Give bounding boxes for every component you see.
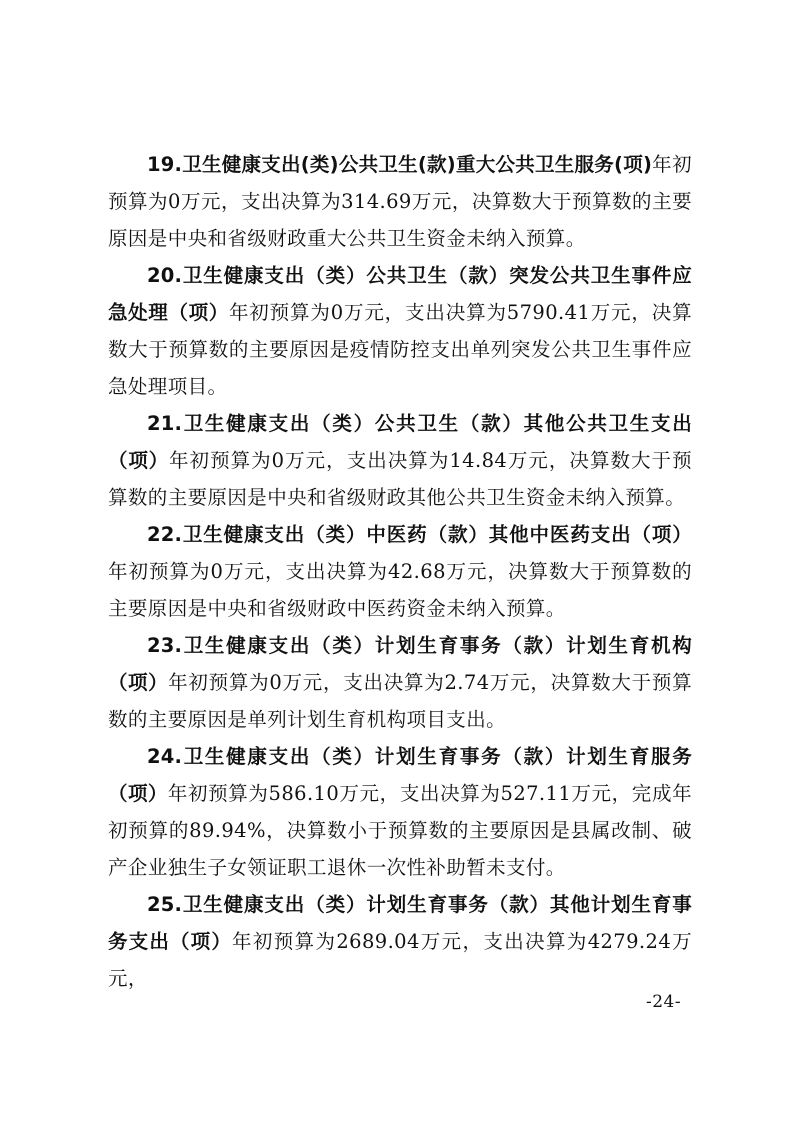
paragraph-text: 年初预算为2689.04万元，支出决算为4279.24万元， — [108, 930, 692, 990]
paragraph-text: 年初预算为586.10万元，支出决算为527.11万元，完成年初预算的89.94%，决算数小于预算数的主要原因是县属改制、破产企业独生子女领证职工退休一次性补助暂未支付。 — [108, 782, 692, 879]
paragraph-heading: 19.卫生健康支出(类)公共卫生(款)重大公共卫生服务(项) — [147, 153, 653, 176]
paragraph-text: 年初预算为0万元，支出决算为5790.41万元，决算数大于预算数的主要原因是疫情防控支出单列突发公共卫生事件应急处理项目。 — [108, 301, 693, 398]
paragraph-24 — [108, 738, 692, 886]
paragraph-heading: 20.卫生健康支出（类）公共卫生（款）突发公共卫生事件应急处理（项） — [108, 264, 692, 324]
paragraph-text: 年初预算为0万元，支出决算为14.84万元，决算数大于预算数的主要原因是中央和省级财政其他公共卫生资金未纳入预算。 — [108, 449, 692, 509]
paragraph-heading: 25.卫生健康支出（类）计划生育事务（款）其他计划生育事务支出（项） — [108, 893, 692, 953]
paragraph-heading: 21.卫生健康支出（类）公共卫生（款）其他公共卫生支出（项） — [108, 412, 692, 472]
paragraph-text: 年初预算为0万元，支出决算为2.74万元，决算数大于预算数的主要原因是单列计划生育机构项目支出。 — [108, 671, 692, 731]
paragraph-heading: 24.卫生健康支出（类）计划生育事务（款）计划生育服务（项） — [108, 745, 692, 805]
paragraph-25 — [108, 886, 692, 997]
paragraph-heading: 23.卫生健康支出（类）计划生育事务（款）计划生育机构（项） — [108, 634, 692, 694]
paragraph-19 — [108, 146, 692, 257]
paragraph-20 — [108, 257, 692, 405]
paragraph-23 — [108, 627, 692, 738]
paragraph-22 — [108, 516, 692, 627]
paragraph-text: 年初预算为0万元，支出决算为42.68万元，决算数大于预算数的主要原因是中央和省级财政中医药资金未纳入预算。 — [108, 560, 692, 620]
paragraph-text: 年初预算为0万元，支出决算为314.69万元，决算数大于预算数的主要原因是中央和省级财政重大公共卫生资金未纳入预算。 — [108, 153, 692, 250]
paragraph-heading: 22.卫生健康支出（类）中医药（款）其他中医药支出（项） — [147, 523, 692, 546]
page-number: -24- — [646, 992, 682, 1012]
document-body — [108, 146, 692, 997]
paragraph-21 — [108, 405, 692, 516]
